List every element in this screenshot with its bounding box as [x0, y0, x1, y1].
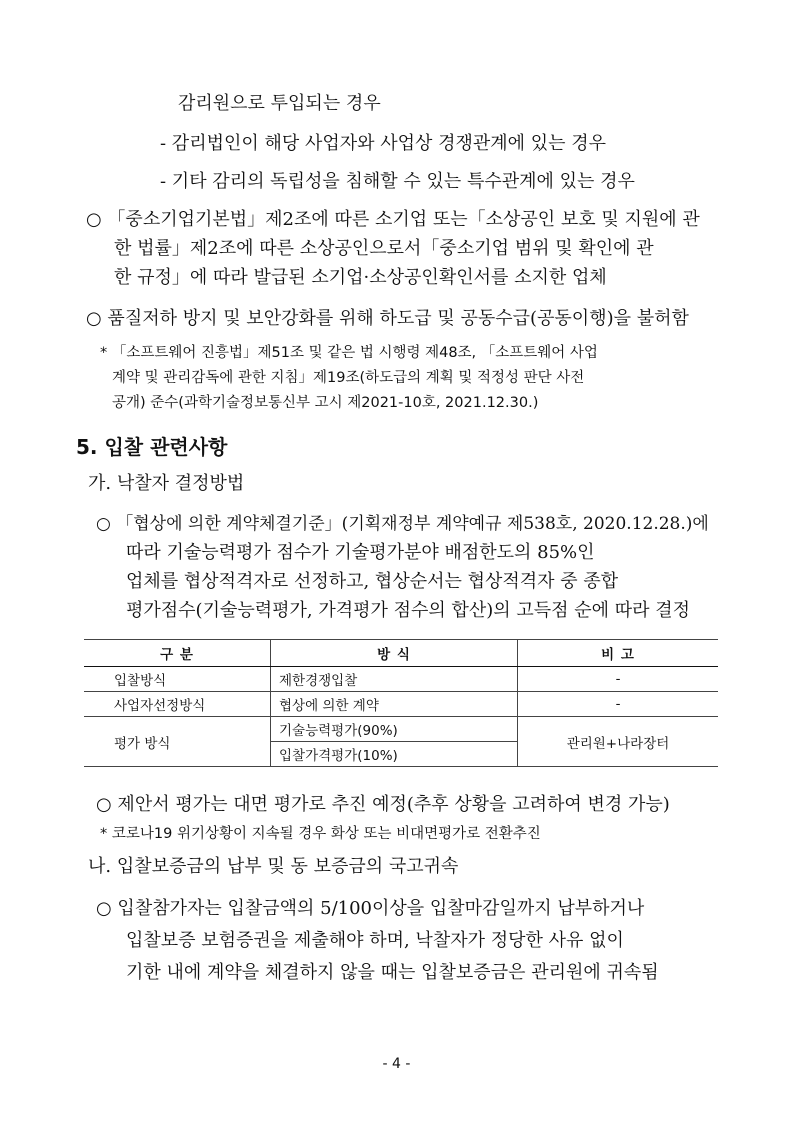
table-cell: 제한경쟁입찰	[271, 667, 518, 692]
footnote-line: 공개) 준수(과학기술정보통신부 고시 제2021-10호, 2021.12.30.)	[112, 395, 539, 411]
text-line: 한 규정」에 따라 발급된 소기업·소상공인확인서를 소지한 업체	[114, 267, 607, 288]
footnote-line: * 코로나19 위기상황이 지속될 경우 화상 또는 비대면평가로 전환추진	[100, 826, 541, 842]
text-line: ○ 「협상에 의한 계약체결기준」(기획재정부 계약예규 제538호, 2020.12.28.)에	[96, 514, 709, 534]
table-cell: -	[518, 667, 719, 692]
text-line: 따라 기술능력평가 점수가 기술평가분야 배점한도의 85%인	[126, 542, 595, 563]
text-line: 기한 내에 계약을 체결하지 않을 때는 입찰보증금은 관리원에 귀속됨	[126, 962, 659, 983]
page-number: - 4 -	[382, 1056, 411, 1072]
table-row	[84, 717, 718, 742]
text-line: - 감리법인이 해당 사업자와 사업상 경쟁관계에 있는 경우	[160, 133, 607, 154]
table-cell: 협상에 의한 계약	[271, 692, 518, 717]
text-line: 한 법률」제2조에 따른 소상공인으로서「중소기업 범위 및 확인에 관	[114, 238, 654, 259]
footnote-line: * 「소프트웨어 진흥법」제51조 및 같은 법 시행령 제48조, 「소프트웨어 사업	[100, 345, 598, 361]
table-cell: -	[518, 692, 719, 717]
table-cell: 사업자선정방식	[84, 692, 271, 717]
text-line: 입찰보증 보험증권을 제출해야 하며, 낙찰자가 정당한 사유 없이	[126, 930, 624, 951]
text-line: ○ 제안서 평가는 대면 평가로 추진 예정(추후 상황을 고려하여 변경 가능)	[96, 794, 670, 815]
text-line: 평가점수(기술능력평가, 가격평가 점수의 합산)의 고득점 순에 따라 결정	[126, 600, 691, 621]
text-line: ○ 입찰참가자는 입찰금액의 5/100이상을 입찰마감일까지 납부하거나	[96, 898, 645, 919]
section-heading: 5. 입찰 관련사항	[76, 435, 228, 459]
bid-method-table	[84, 639, 718, 767]
text-line: - 기타 감리의 독립성을 침해할 수 있는 특수관계에 있는 경우	[160, 171, 635, 192]
text-line: 감리원으로 투입되는 경우	[178, 93, 381, 114]
table-header-cell: 비 고	[518, 640, 719, 667]
table-cell: 입찰가격평가(10%)	[271, 742, 518, 767]
footnote-line: 계약 및 관리감독에 관한 지침」제19조(하도급의 계획 및 적정성 판단 사전	[112, 370, 585, 386]
table-cell: 평가 방식	[84, 717, 271, 767]
text-line: 업체를 협상적격자로 선정하고, 협상순서는 협상적격자 중 종합	[126, 571, 619, 592]
table-header-cell: 구 분	[84, 640, 271, 667]
text-line: ○ 품질저하 방지 및 보안강화를 위해 하도급 및 공동수급(공동이행)을 불허함	[86, 308, 689, 329]
table-header-row	[84, 640, 718, 667]
table-header-cell: 방 식	[271, 640, 518, 667]
table-row	[84, 692, 718, 717]
table-row	[84, 667, 718, 692]
table-cell: 입찰방식	[84, 667, 271, 692]
subsection-heading: 가. 낙찰자 결정방법	[88, 473, 245, 494]
subsection-heading: 나. 입찰보증금의 납부 및 동 보증금의 국고귀속	[88, 856, 459, 877]
table-cell: 관리원+나라장터	[518, 717, 719, 767]
table-cell: 기술능력평가(90%)	[271, 717, 518, 742]
text-line: ○ 「중소기업기본법」제2조에 따른 소기업 또는「소상공인 보호 및 지원에 관	[86, 209, 700, 230]
